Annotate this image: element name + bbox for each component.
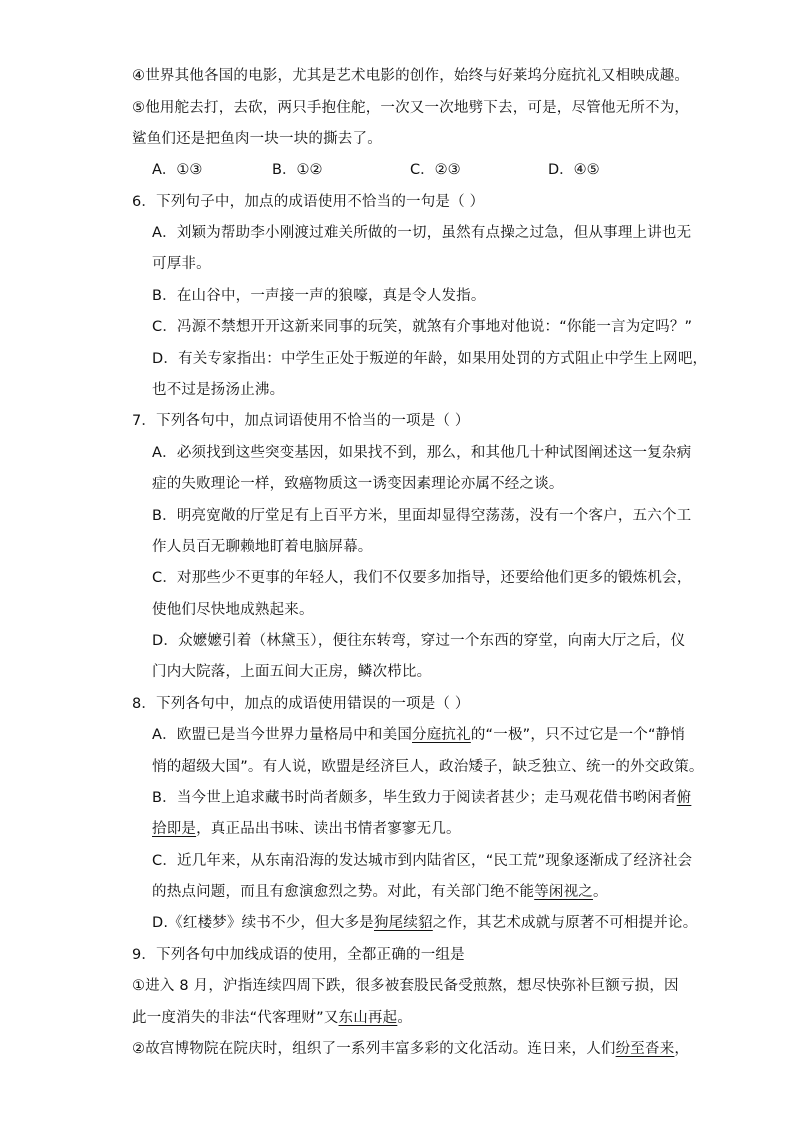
q5-item-5-line1: ⑤他用舵去打，去砍，两只手抱住舵，一次又一次地劈下去，可是，尽管他无所不为， <box>132 100 690 116</box>
q8-option-c-line2 <box>152 882 608 902</box>
q7-option-a-line1: A．必须找到这些突变基因，如果找不到，那么，和其他几十种试图阐述这一复杂病 <box>152 445 692 461</box>
q8-a-text-post: 的“一极”，只不过它是一个“静悄 <box>470 727 686 743</box>
q9-i1-text-pre: 此一度消失的非法“代客理财”又 <box>132 1010 339 1026</box>
q9-i1-text-post: 。 <box>397 1010 413 1026</box>
q8-a-underlined-idiom: 分庭抗礼 <box>412 727 471 743</box>
q8-option-d <box>152 913 697 933</box>
q9-i2-text-pre: ②故宫博物院在院庆时，组织了一系列丰富多彩的文化活动。连日来，人们 <box>132 1041 616 1057</box>
q9-stem: 9．下列各句中加线成语的使用，全都正确的一组是 <box>132 947 465 963</box>
q5-choice-a: A．①③ <box>152 162 203 178</box>
q5-choice-b: B．①② <box>272 162 323 178</box>
q6-option-d-line1: D．有关专家指出：中学生正处于叛逆的年龄，如果用处罚的方式阻止中学生上网吧， <box>152 351 708 367</box>
q8-b-underlined-idiom-part1: 俯 <box>676 790 692 806</box>
q8-d-underlined-idiom: 狗尾续貂 <box>373 915 433 931</box>
q7-option-b-line1: B．明亮宽敞的厅堂足有上百平方米，里面却显得空荡荡，没有一个客户，五六个工 <box>152 508 692 524</box>
q7-option-d-line2: 门内大院落，上面五间大正房，鳞次栉比。 <box>152 664 432 680</box>
q8-d-text-pre: D.《红楼梦》续书不少，但大多是 <box>152 915 374 931</box>
q8-a-text-pre: A．欧盟已是当今世界力量格局中和美国 <box>152 727 413 743</box>
q6-option-a-line1: A．刘颖为帮助李小刚渡过难关所做的一切，虽然有点操之过急，但从事理上讲也无 <box>152 225 692 241</box>
q8-c-text-pre: 的热点问题，而且有愈演愈烈之势。对此，有关部门绝不能 <box>152 884 535 900</box>
q8-option-b-line2 <box>152 819 461 839</box>
q9-i1-underlined-idiom: 东山再起 <box>338 1010 398 1026</box>
q9-i2-underlined-idiom: 纷至沓来 <box>615 1041 675 1057</box>
q9-item-2-line1 <box>132 1039 689 1059</box>
q5-choice-d: D．④⑤ <box>548 162 600 178</box>
q7-stem: 7．下列各句中，加点词语使用不恰当的一项是（ ） <box>132 413 470 429</box>
q9-item-1-line1: ①进入 8 月，沪指连续四周下跌，很多被套股民备受煎熬，想尽快弥补巨额亏损，因 <box>132 978 679 994</box>
q8-b-underlined-idiom-part2: 拾即是 <box>152 821 197 837</box>
q7-option-b-line2: 作人员百无聊赖地盯着电脑屏幕。 <box>152 539 373 555</box>
q9-item-1-line2 <box>132 1008 412 1028</box>
q8-option-c-line1: C．近几年来，从东南沿海的发达城市到内陆省区，“民工荒”现象逐渐成了经济社会 <box>152 853 693 869</box>
q8-option-a-line1 <box>152 725 685 745</box>
q8-b-text-pre: B．当今世上追求藏书时尚者颇多，毕生致力于阅读者甚少；走马观花借书哟闲者 <box>152 790 677 806</box>
q8-c-text-post: 。 <box>593 884 608 900</box>
q8-option-a-line2: 悄的超级大国”。有人说，欧盟是经济巨人，政治矮子，缺乏独立、统一的外交政策。 <box>152 759 704 775</box>
q5-item-4: ④世界其他各国的电影，尤其是艺术电影的创作，始终与好莱坞分庭抗礼又相映成趣。 <box>132 68 690 84</box>
q5-choice-c: C．②③ <box>410 162 461 178</box>
q7-option-a-line2: 症的失败理论一样，致癌物质这一诱变因素理论亦属不经之谈。 <box>152 476 564 492</box>
q7-option-c-line2: 使他们尽快地成熟起来。 <box>152 602 314 618</box>
q6-option-c: C．冯源不禁想开开这新来同事的玩笑，就煞有介事地对他说：“你能一言为定吗？” <box>152 319 693 335</box>
q9-i2-text-post: ， <box>674 1041 690 1057</box>
q6-stem: 6．下列句子中，加点的成语使用不恰当的一句是（ ） <box>132 194 485 210</box>
q8-option-b-line1 <box>152 788 691 808</box>
q8-d-text-post: 之作，其艺术成就与原著不可相提并论。 <box>432 915 698 931</box>
q5-item-5-line2: 鲨鱼们还是把鱼肉一块一块的撕去了。 <box>132 131 382 147</box>
q6-option-a-line2: 可厚非。 <box>152 256 211 272</box>
q8-c-underlined-idiom: 等闲视之 <box>534 884 594 900</box>
q7-option-d-line1: D．众嬷嬷引着（林黛玉），便往东转弯，穿过一个东西的穿堂，向南大厅之后，仪 <box>152 633 686 649</box>
q6-option-b: B．在山谷中，一声接一声的狼嚎，真是令人发指。 <box>152 288 486 304</box>
q8-b-text-post: ，真正品出书味、读出书情者寥寥无几。 <box>196 821 461 837</box>
q7-option-c-line1: C．对那些少不更事的年轻人，我们不仅要多加指导，还要给他们更多的锻炼机会， <box>152 570 692 586</box>
q6-option-d-line2: 也不过是扬汤止沸。 <box>152 382 285 398</box>
q8-stem: 8．下列各句中，加点的成语使用错误的一项是（ ） <box>132 696 470 712</box>
